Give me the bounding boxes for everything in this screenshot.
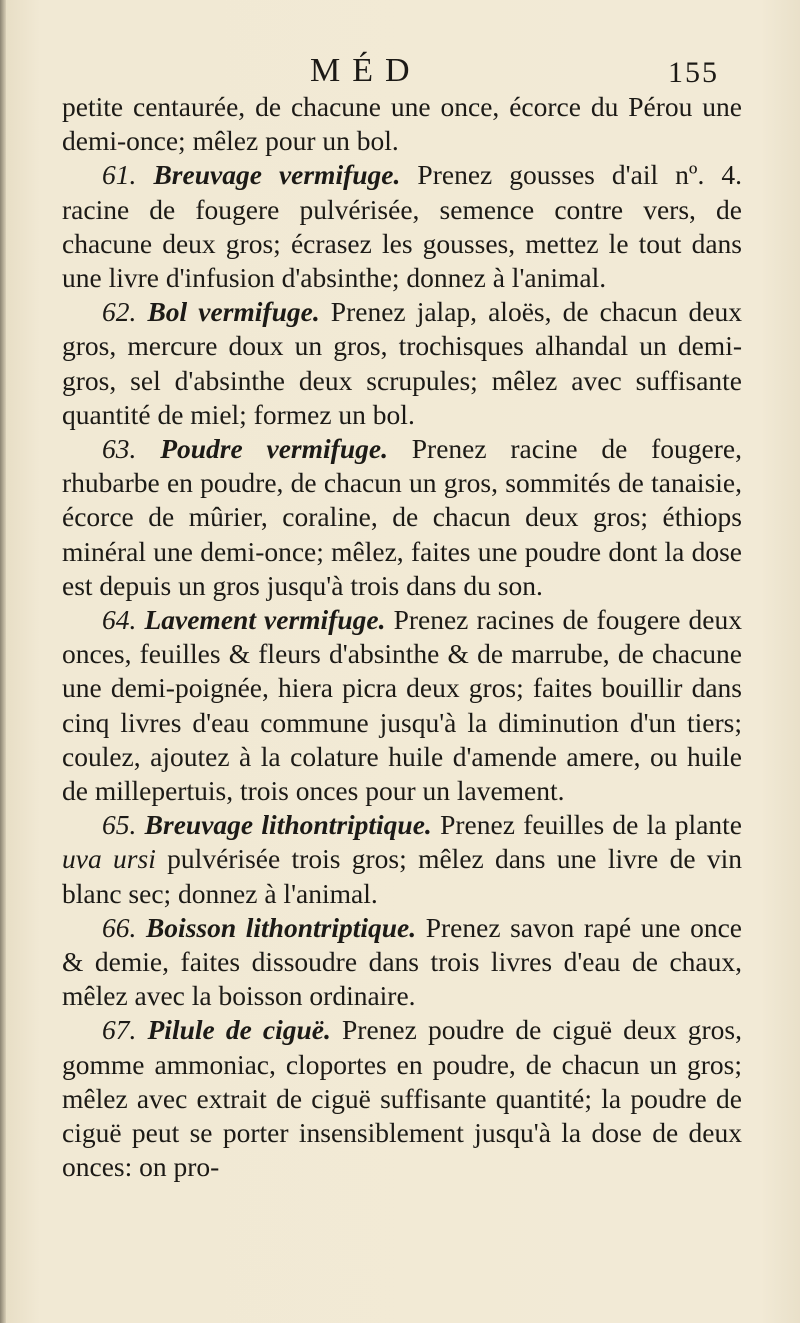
recipe-body-continued: pulvérisée trois gros; mêlez dans une livre de vin blanc sec; donnez à l'animal.: [62, 843, 743, 909]
recipe-66: [62, 911, 742, 1014]
recipe-title: Lavement vermifuge.: [144, 604, 386, 636]
page-body: [62, 90, 742, 1185]
recipe-title: Poudre vermifuge.: [160, 433, 388, 465]
recipe-63: [62, 432, 742, 603]
recipe-title: Breuvage vermifuge.: [153, 159, 401, 191]
recipe-body: Prenez savon rapé une once & demie, faites dissoudre dans trois livres d'eau de chaux, mêlez avec la boisson ordinaire.: [62, 911, 742, 1012]
recipe-body: Prenez racine de fougere, rhubarbe en poudre, de chacun un gros, sommités de tanaisie, écorce de mûrier, coraline, de chacun deux gros; éthiops minéral une demi-once; mêlez, faites une poudre dont la dose est depuis un gros jusqu'à trois dans du son.: [62, 433, 743, 601]
recipe-number: 66.: [102, 911, 137, 943]
page-spine-shadow: [0, 0, 6, 1323]
page-number: 155: [668, 56, 719, 89]
recipe-64: [62, 603, 742, 808]
recipe-title: Bol vermifuge.: [147, 296, 320, 328]
recipe-65: [62, 808, 742, 911]
recipe-title: Boisson lithontriptique.: [145, 911, 417, 943]
recipe-title: Pilule de ciguë.: [147, 1014, 331, 1046]
page-header: [0, 52, 800, 92]
recipe-61: [62, 158, 742, 295]
plant-name: uva ursi: [62, 843, 156, 875]
recipe-number: 64.: [102, 604, 137, 636]
paragraph-continuation: [62, 90, 742, 158]
recipe-body: Prenez jalap, aloës, de chacun deux gros, mercure doux un gros, trochisques alhandal un demi-gros, sel d'absinthe deux scrupules; mêlez avec suffisante quantité de miel; formez un bol.: [62, 296, 743, 430]
recipe-number: 62.: [102, 296, 137, 328]
recipe-title: Breuvage lithontriptique.: [144, 809, 432, 841]
recipe-62: [62, 295, 742, 432]
running-head: MÉD: [310, 52, 422, 89]
recipe-body: Prenez poudre de ciguë deux gros, gomme ammoniac, cloportes en poudre, de chacun un gros; mêlez avec extrait de ciguë suffisante quantité; la poudre de ciguë peut se porter insensiblement jusqu'à la dose de deux onces: on pro-: [62, 1014, 742, 1183]
recipe-number: 65.: [102, 809, 137, 841]
paragraph-text: petite centaurée, de chacune une once, écorce du Pérou une demi-once; mêlez pour un bol.: [62, 91, 742, 157]
recipe-67: [62, 1013, 742, 1184]
recipe-number: 61.: [102, 159, 137, 191]
recipe-body: Prenez racines de fougere deux onces, feuilles & fleurs d'absinthe & de marrube, de chacune une demi-poignée, hiera picra deux gros; faites bouillir dans cinq livres d'eau commune jusqu'à la diminution d'un tiers; coulez, ajoutez à la colature huile d'amende amere, ou huile de millepertuis, trois onces pour un lavement.: [62, 604, 743, 807]
recipe-body: Prenez gousses d'ail nº. 4. racine de fougere pulvérisée, semence contre vers, de chacune deux gros; écrasez les gousses, mettez le tout dans une livre d'infusion d'absinthe; donnez à l'animal.: [62, 159, 742, 294]
recipe-number: 63.: [102, 433, 137, 465]
recipe-number: 67.: [102, 1014, 137, 1046]
recipe-body: Prenez feuilles de la plante: [431, 809, 742, 841]
